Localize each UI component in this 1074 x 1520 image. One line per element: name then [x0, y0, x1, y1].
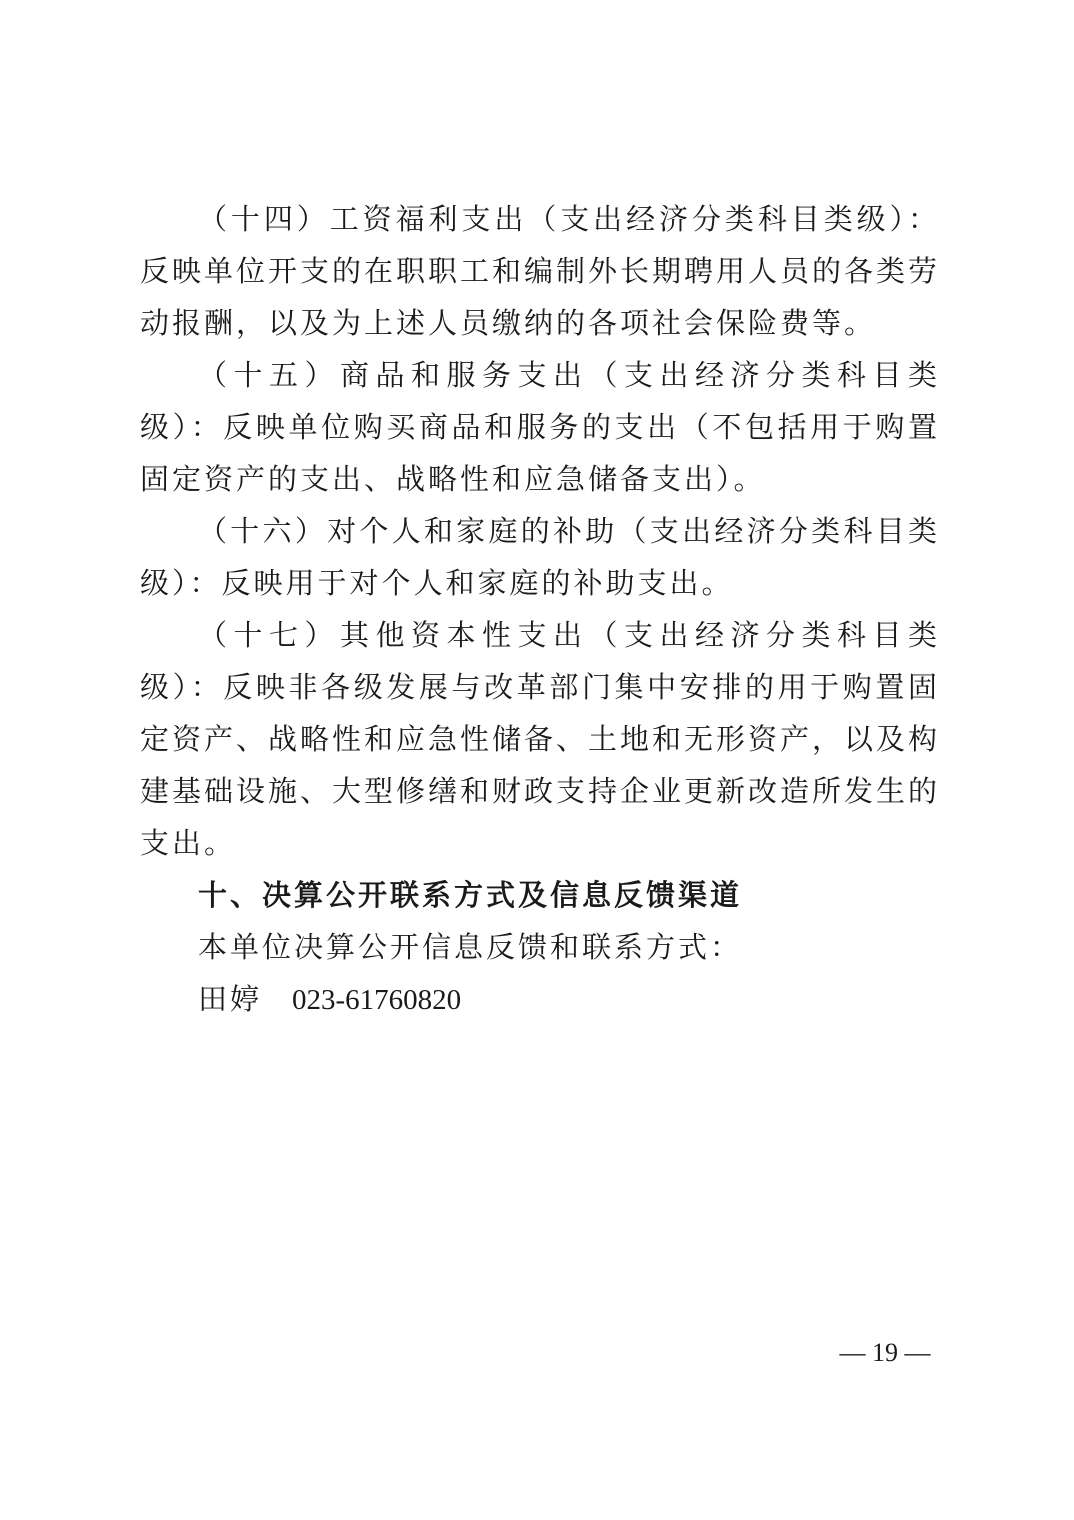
document-body	[140, 193, 940, 1026]
contact-line	[140, 973, 940, 1026]
contact-phone: 023-61760820	[292, 984, 462, 1016]
section-heading: 十、决算公开联系方式及信息反馈渠道	[198, 878, 743, 912]
paragraph-other-capital: （十七）其他资本性支出（支出经济分类科目类级）：反映非各级发展与改革部门集中安排的用于购置固定资产、战略性和应急性储备、土地和无形资产，以及构建基础设施、大型修缮和财政支持企业更新改造所发生的支出。	[140, 618, 941, 860]
paragraph-household-subsidy: （十六）对个人和家庭的补助（支出经济分类科目类级）：反映用于对个人和家庭的补助支出。	[140, 514, 940, 600]
paragraph-wages-welfare: （十四）工资福利支出（支出经济分类科目类级）：反映单位开支的在职职工和编制外长期聘用人员的各类劳动报酬，以及为上述人员缴纳的各项社会保险费等。	[140, 202, 941, 340]
page-number: — 19 —	[839, 1338, 931, 1367]
paragraph-goods-services: （十五）商品和服务支出（支出经济分类科目类级）：反映单位购买商品和服务的支出（不包括用于购置固定资产的支出、战略性和应急储备支出）。	[140, 358, 940, 496]
contact-intro: 本单位决算公开信息反馈和联系方式：	[198, 930, 743, 964]
contact-name: 田婷	[198, 982, 263, 1016]
